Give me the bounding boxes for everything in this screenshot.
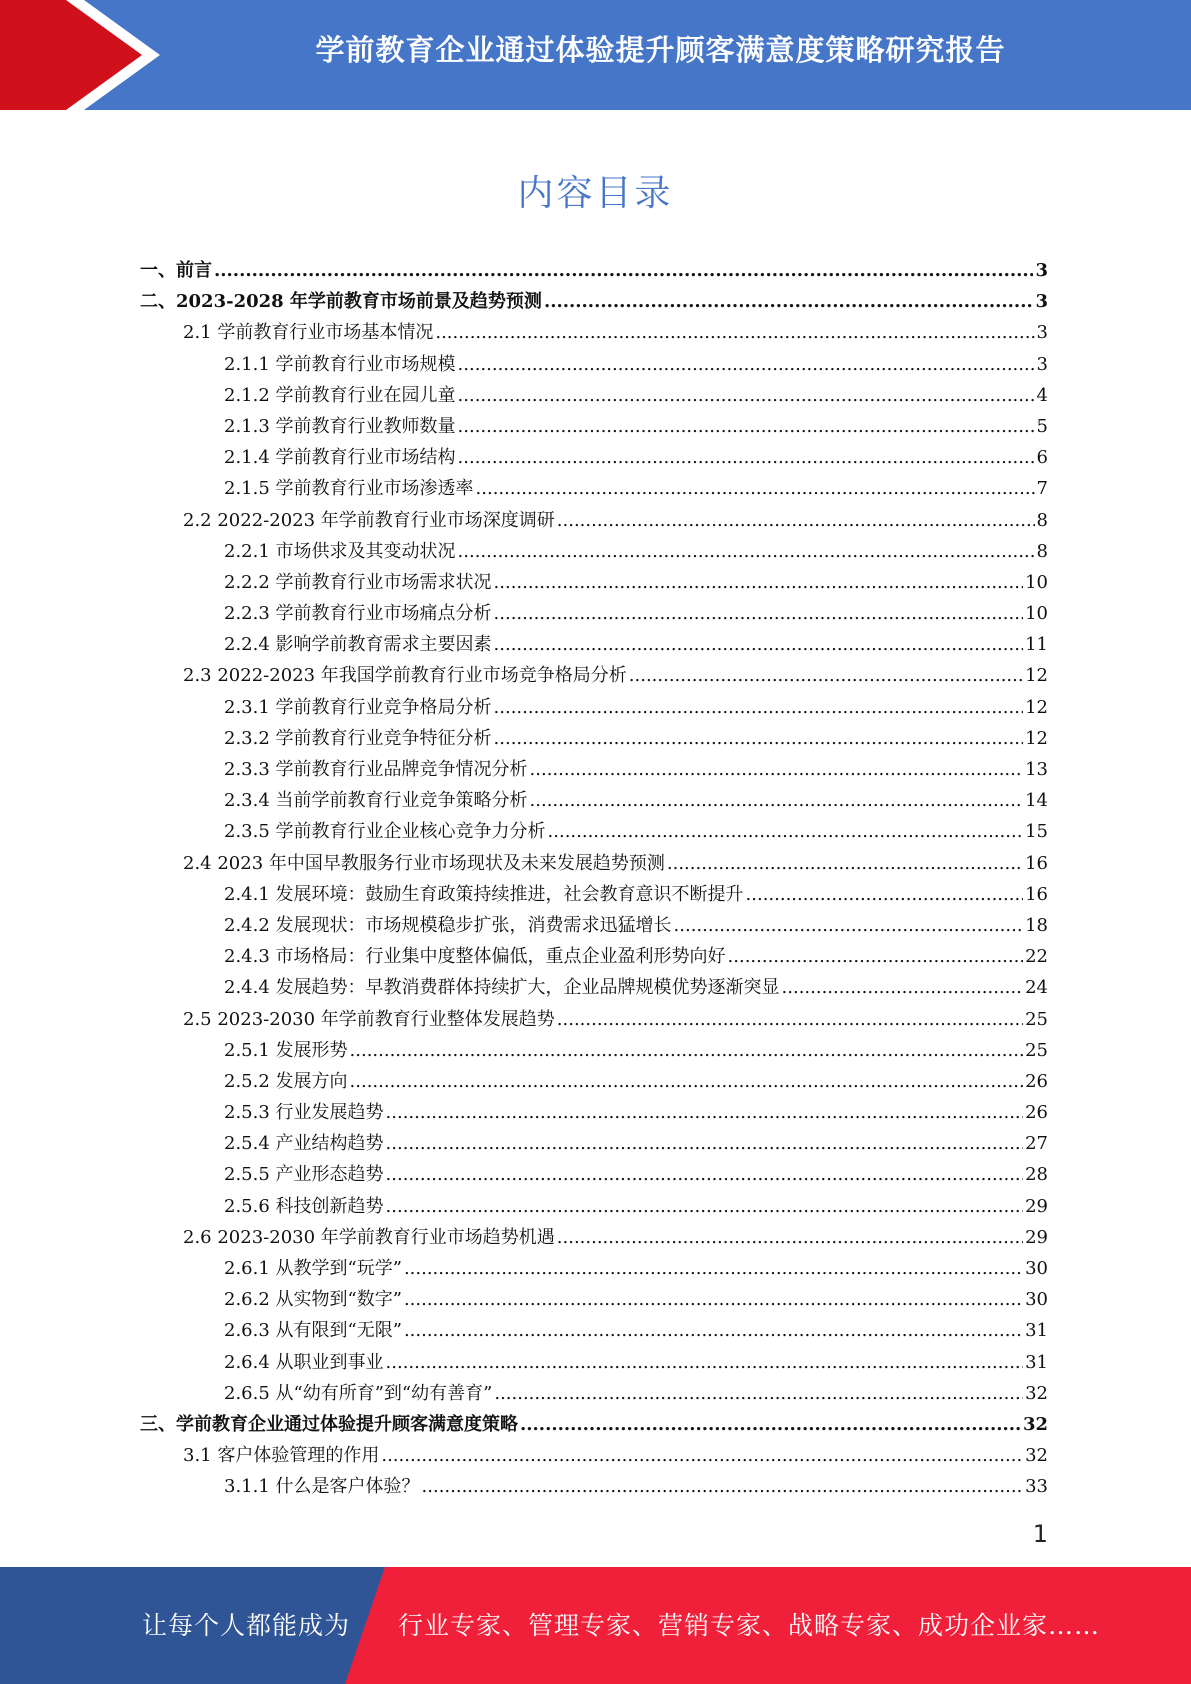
page-number: 1 xyxy=(1032,1520,1048,1548)
toc-entry-label: 2.4 2023 年中国早教服务行业市场现状及未来发展趋势预测 xyxy=(183,852,665,874)
toc-leader-dots xyxy=(458,385,1035,406)
toc-entry[interactable] xyxy=(140,1316,1048,1347)
toc-entry-label: 2.2 2022-2023 年学前教育行业市场深度调研 xyxy=(183,509,555,531)
toc-entry-label: 3.1 客户体验管理的作用 xyxy=(183,1445,380,1467)
toc-entry-page: 10 xyxy=(1025,571,1048,593)
toc-entry-page: 24 xyxy=(1025,977,1048,999)
toc-leader-dots xyxy=(494,1383,1023,1404)
toc-entry-page: 16 xyxy=(1025,852,1048,874)
toc-leader-dots xyxy=(494,728,1024,749)
toc-entry-label: 2.4.2 发展现状：市场规模稳步扩张，消费需求迅猛增长 xyxy=(224,914,672,936)
toc-entry-label: 2.2.1 市场供求及其变动状况 xyxy=(224,540,456,562)
toc-entry-label: 2.1.4 学前教育行业市场结构 xyxy=(224,447,456,469)
toc-entry[interactable] xyxy=(140,1005,1048,1036)
toc-entry-label: 2.5 2023-2030 年学前教育行业整体发展趋势 xyxy=(183,1008,555,1030)
toc-entry[interactable] xyxy=(140,599,1048,630)
toc-leader-dots xyxy=(386,1352,1024,1373)
toc-leader-dots xyxy=(386,1164,1024,1185)
toc-entry[interactable] xyxy=(140,1160,1048,1191)
toc-entry-label: 2.2.3 学前教育行业市场痛点分析 xyxy=(224,603,492,625)
toc-entry-page: 25 xyxy=(1025,1008,1048,1030)
toc-leader-dots xyxy=(404,1320,1023,1341)
toc-entry[interactable] xyxy=(140,755,1048,786)
toc-entry-page: 30 xyxy=(1025,1289,1048,1311)
toc-entry[interactable] xyxy=(140,256,1048,287)
toc-leader-dots xyxy=(530,759,1024,780)
toc-entry[interactable] xyxy=(140,318,1048,349)
toc-entry-label: 2.1.5 学前教育行业市场渗透率 xyxy=(224,478,474,500)
toc-entry-page: 16 xyxy=(1025,883,1048,905)
toc-entry-label: 2.6.5 从“幼有所育”到“幼有善育” xyxy=(224,1382,493,1404)
toc-leader-dots xyxy=(458,541,1035,562)
toc-entry[interactable] xyxy=(140,786,1048,817)
toc-entry-label: 2.5.4 产业结构趋势 xyxy=(224,1133,384,1155)
toc-entry[interactable] xyxy=(140,1348,1048,1379)
toc-entry-page: 29 xyxy=(1025,1195,1048,1217)
toc-entry-label: 2.1.1 学前教育行业市场规模 xyxy=(224,353,456,375)
toc-entry-label: 二、2023-2028 年学前教育市场前景及趋势预测 xyxy=(140,291,542,313)
toc-heading: 内容目录 xyxy=(517,173,674,214)
toc-entry-page: 3 xyxy=(1035,291,1048,313)
toc-leader-dots xyxy=(404,1258,1023,1279)
toc-entry-label: 2.4.4 发展趋势：早教消费群体持续扩大，企业品牌规模优势逐渐突显 xyxy=(224,977,780,999)
toc-entry-label: 2.6.1 从教学到“玩学” xyxy=(224,1258,402,1279)
toc-entry[interactable] xyxy=(140,568,1048,599)
toc-entry[interactable] xyxy=(140,911,1048,942)
toc-leader-dots xyxy=(435,322,1034,343)
toc-entry-label: 2.3 2022-2023 年我国学前教育行业市场竞争格局分析 xyxy=(183,665,627,687)
toc-entry-page: 8 xyxy=(1036,540,1048,562)
header-bar xyxy=(0,0,1191,110)
toc-entry-page: 29 xyxy=(1025,1226,1048,1248)
toc-entry-label: 2.3.3 学前教育行业品牌竞争情况分析 xyxy=(224,759,528,780)
toc-entry-page: 12 xyxy=(1025,696,1048,718)
toc-leader-dots xyxy=(629,665,1023,686)
toc-entry[interactable] xyxy=(140,1192,1048,1223)
toc-entry-label: 2.5.2 发展方向 xyxy=(224,1070,348,1092)
toc-leader-dots xyxy=(557,510,1035,531)
toc-entry-page: 31 xyxy=(1025,1351,1048,1373)
toc-leader-dots xyxy=(386,1133,1024,1154)
toc-entry-page: 14 xyxy=(1025,790,1048,812)
toc-entry[interactable] xyxy=(140,1410,1048,1441)
toc-leader-dots xyxy=(494,603,1024,624)
toc-entry-label: 2.4.1 发展环境：鼓励生育政策持续推进，社会教育意识不断提升 xyxy=(224,883,744,905)
toc-leader-dots xyxy=(557,1009,1023,1030)
toc-entry-label: 2.2.4 影响学前教育需求主要因素 xyxy=(224,634,492,656)
toc-entry-page: 26 xyxy=(1025,1102,1048,1124)
toc-entry-label: 三、学前教育企业通过体验提升顾客满意度策略 xyxy=(140,1413,518,1435)
toc-leader-dots xyxy=(476,478,1035,499)
toc-entry-label: 2.6.4 从职业到事业 xyxy=(224,1351,384,1373)
toc-entry-page: 28 xyxy=(1025,1164,1048,1186)
toc-entry-label: 2.2.2 学前教育行业市场需求状况 xyxy=(224,571,492,593)
toc-entry-label: 2.1 学前教育行业市场基本情况 xyxy=(183,322,434,344)
toc-entry-label: 2.4.3 市场格局：行业集中度整体偏低，重点企业盈利形势向好 xyxy=(224,946,726,968)
toc-entry-page: 30 xyxy=(1025,1258,1048,1279)
toc-leader-dots xyxy=(458,447,1035,468)
toc-entry[interactable] xyxy=(140,661,1048,692)
toc-entry[interactable] xyxy=(140,1472,1048,1503)
toc-leader-dots xyxy=(494,697,1024,718)
toc-entry-label: 2.3.5 学前教育行业企业核心竞争力分析 xyxy=(224,821,546,843)
toc-entry[interactable] xyxy=(140,474,1048,505)
toc-entry[interactable] xyxy=(140,880,1048,911)
toc-entry-label: 2.3.4 当前学前教育行业竞争策略分析 xyxy=(224,790,528,812)
toc-entry-label: 2.3.2 学前教育行业竞争特征分析 xyxy=(224,727,492,749)
toc-entry[interactable] xyxy=(140,724,1048,755)
toc-entry[interactable] xyxy=(140,693,1048,724)
toc-leader-dots xyxy=(458,354,1035,375)
toc-leader-dots xyxy=(520,1414,1021,1435)
toc-entry-page: 26 xyxy=(1025,1070,1048,1092)
toc-entry-page: 31 xyxy=(1025,1320,1048,1342)
table-of-contents xyxy=(140,256,1048,1504)
toc-entry-page: 11 xyxy=(1025,634,1048,656)
toc-entry[interactable] xyxy=(140,1067,1048,1098)
toc-leader-dots xyxy=(667,853,1023,874)
toc-leader-dots xyxy=(674,915,1024,936)
footer-banner xyxy=(0,1567,1191,1684)
toc-entry-page: 3 xyxy=(1036,353,1048,375)
toc-entry-label: 一、前言 xyxy=(140,260,212,281)
footer-slogan-right: 行业专家、管理专家、营销专家、战略专家、成功企业家…… xyxy=(398,1611,1101,1640)
toc-entry-label: 2.3.1 学前教育行业竞争格局分析 xyxy=(224,696,492,718)
toc-leader-dots xyxy=(350,1040,1024,1061)
toc-entry[interactable] xyxy=(140,973,1048,1004)
toc-leader-dots xyxy=(544,291,1034,312)
toc-leader-dots xyxy=(381,1445,1023,1466)
toc-entry[interactable] xyxy=(140,817,1048,848)
toc-entry-page: 33 xyxy=(1025,1476,1048,1498)
toc-entry-label: 2.5.3 行业发展趋势 xyxy=(224,1102,384,1124)
toc-leader-dots xyxy=(458,416,1035,437)
toc-entry-page: 7 xyxy=(1036,478,1048,500)
toc-leader-dots xyxy=(557,1227,1023,1248)
toc-entry-page: 10 xyxy=(1025,603,1048,625)
toc-entry-page: 6 xyxy=(1036,447,1048,469)
toc-entry-page: 18 xyxy=(1025,914,1048,936)
toc-entry-page: 25 xyxy=(1025,1039,1048,1061)
toc-entry-label: 2.1.3 学前教育行业教师数量 xyxy=(224,415,456,437)
report-title: 学前教育企业通过体验提升顾客满意度策略研究报告 xyxy=(315,33,1006,67)
toc-entry-label: 3.1.1 什么是客户体验？ xyxy=(224,1476,420,1498)
toc-leader-dots xyxy=(404,1289,1023,1310)
toc-entry-label: 2.1.2 学前教育行业在园儿童 xyxy=(224,384,456,406)
toc-entry-page: 3 xyxy=(1035,260,1048,281)
toc-leader-dots xyxy=(746,884,1024,905)
toc-entry[interactable] xyxy=(140,350,1048,381)
toc-entry[interactable] xyxy=(140,1098,1048,1129)
toc-entry[interactable] xyxy=(140,1223,1048,1254)
toc-leader-dots xyxy=(422,1476,1024,1497)
toc-leader-dots xyxy=(386,1196,1024,1217)
toc-entry-page: 3 xyxy=(1036,322,1048,344)
toc-entry-page: 32 xyxy=(1022,1413,1048,1435)
toc-entry[interactable] xyxy=(140,1441,1048,1472)
toc-leader-dots xyxy=(350,1071,1024,1092)
toc-entry[interactable] xyxy=(140,1254,1048,1285)
toc-leader-dots xyxy=(494,634,1024,655)
toc-entry[interactable] xyxy=(140,1036,1048,1067)
toc-leader-dots xyxy=(494,572,1024,593)
toc-entry[interactable] xyxy=(140,412,1048,443)
toc-entry[interactable] xyxy=(140,287,1048,318)
toc-leader-dots xyxy=(782,977,1024,998)
toc-entry-page: 22 xyxy=(1025,946,1048,968)
toc-leader-dots xyxy=(214,260,1033,281)
toc-entry-label: 2.6 2023-2030 年学前教育行业市场趋势机遇 xyxy=(183,1226,555,1248)
toc-leader-dots xyxy=(386,1102,1024,1123)
toc-entry-label: 2.6.2 从实物到“数字” xyxy=(224,1289,402,1311)
toc-entry-label: 2.6.3 从有限到“无限” xyxy=(224,1320,402,1342)
toc-entry-page: 12 xyxy=(1025,665,1048,687)
toc-entry[interactable] xyxy=(140,942,1048,973)
toc-entry[interactable] xyxy=(140,1285,1048,1316)
toc-entry-page: 4 xyxy=(1036,384,1048,406)
toc-leader-dots xyxy=(530,790,1024,811)
toc-leader-dots xyxy=(728,946,1024,967)
toc-entry-page: 8 xyxy=(1036,509,1048,531)
toc-entry-page: 32 xyxy=(1025,1382,1048,1404)
toc-entry-page: 27 xyxy=(1025,1133,1048,1155)
toc-entry[interactable] xyxy=(140,537,1048,568)
toc-entry-page: 5 xyxy=(1036,415,1048,437)
toc-entry[interactable] xyxy=(140,506,1048,537)
toc-entry[interactable] xyxy=(140,630,1048,661)
toc-entry-page: 15 xyxy=(1025,821,1048,843)
toc-entry[interactable] xyxy=(140,381,1048,412)
toc-entry[interactable] xyxy=(140,849,1048,880)
toc-entry[interactable] xyxy=(140,1379,1048,1410)
toc-entry-page: 13 xyxy=(1025,759,1048,780)
toc-entry-page: 32 xyxy=(1025,1445,1048,1467)
toc-entry-label: 2.5.1 发展形势 xyxy=(224,1039,348,1061)
toc-entry-label: 2.5.5 产业形态趋势 xyxy=(224,1164,384,1186)
footer-slogan-left: 让每个人都能成为 xyxy=(142,1611,351,1640)
toc-entry-label: 2.5.6 科技创新趋势 xyxy=(224,1195,384,1217)
toc-leader-dots xyxy=(548,821,1024,842)
toc-entry[interactable] xyxy=(140,443,1048,474)
toc-entry-page: 12 xyxy=(1025,727,1048,749)
toc-entry[interactable] xyxy=(140,1129,1048,1160)
